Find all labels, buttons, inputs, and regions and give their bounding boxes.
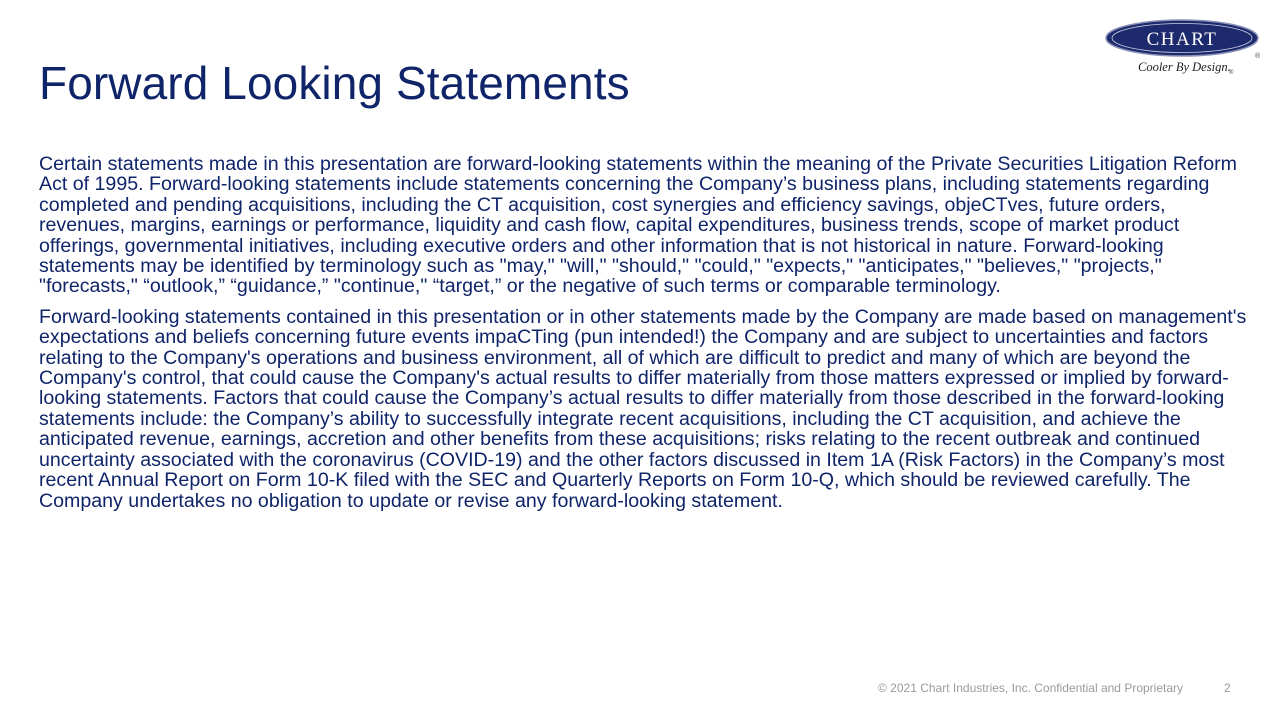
chart-logo xyxy=(1104,18,1264,80)
statement-paragraph-2: Forward-looking statements contained in this presentation or in other statements made by the Company are made based on management's expectations and beliefs concerning future events impaCTing (pun intended!) the Company and are subject to uncertainties and factors relating to the Company's operations and business environment, all of which are difficult to predict and many of which are beyond the Company's control, that could cause the Company's actual results to differ materially from those matters expressed or implied by forward-looking statements. Factors that could cause the Company’s actual results to differ materially from those described in the forward-looking statements include: the Company’s ability to successfully integrate recent acquisitions, including the CT acquisition, and achieve the anticipated revenue, earnings, accretion and other benefits from these acquisitions; risks relating to the recent outbreak and continued uncertainty associated with the coronavirus (COVID-19) and the other factors discussed in Item 1A (Risk Factors) in the Company’s most recent Annual Report on Form 10-K filed with the SEC and Quarterly Reports on Form 10-Q, which should be reviewed carefully. The Company undertakes no obligation to update or revise any forward-looking statement. xyxy=(39,305,1247,512)
logo-tagline-registered-mark: ® xyxy=(1229,70,1234,76)
statement-paragraph-1: Certain statements made in this presentation are forward-looking statements within the meaning of the Private Securities Litigation Reform Act of 1995. Forward-looking statements include statements concerning the Company’s business plans, including statements regarding completed and pending acquisitions, including the CT acquisition, cost synergies and efficiency savings, objeCTves, future orders, revenues, margins, earnings or performance, liquidity and cash flow, capital expenditures, business trends, scope of market product offerings, governmental initiatives, including executive orders and other information that is not historical in nature. Forward-looking statements may be identified by terminology such as "may," "will," "should," "could," "expects," "anticipates," "believes," "projects," "forecasts," “outlook,” “guidance,” "continue," “target,” or the negative of such terms or comparable terminology. xyxy=(39,153,1237,298)
page-number: 2 xyxy=(1224,681,1231,695)
logo-tagline: Cooler By Design. xyxy=(1138,60,1231,74)
footer-copyright: © 2021 Chart Industries, Inc. Confidential and Proprietary xyxy=(878,681,1184,695)
logo-wordmark: CHART xyxy=(1146,29,1218,50)
logo-registered-mark: ® xyxy=(1255,53,1261,60)
statement-body xyxy=(39,154,1249,521)
slide-title: Forward Looking Statements xyxy=(39,57,630,109)
